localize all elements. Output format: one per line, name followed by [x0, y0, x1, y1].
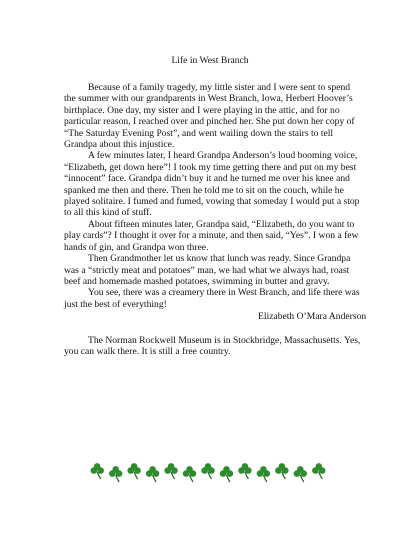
author-signature: Elizabeth O’Mara Anderson	[258, 311, 367, 322]
shamrock-icon	[312, 463, 325, 479]
document-title: Life in West Branch	[171, 55, 249, 66]
shamrock-icon	[146, 466, 159, 482]
story-body	[64, 82, 364, 310]
shamrock-border	[88, 459, 328, 485]
shamrock-icon	[127, 463, 140, 479]
shamrock-icon	[257, 466, 270, 482]
shamrock-icon	[201, 463, 214, 479]
shamrock-icon	[220, 466, 233, 482]
shamrock-icon	[238, 463, 251, 479]
shamrock-icon	[294, 466, 307, 482]
paragraph-5: You see, there was a creamery there in West Branch, and life there was just the best of everything!	[64, 287, 360, 310]
shamrock-icon	[109, 466, 122, 482]
paragraph-4: Then Grandmother let us know that lunch was ready. Since Grandpa was a “strictly meat and potatoes” man, we had what we always had, roast beef and homemade mashed potatoes, swimming in butter and gravy.	[64, 253, 351, 287]
shamrock-icon	[91, 463, 104, 479]
shamrock-icon	[164, 463, 177, 479]
closing-paragraph: The Norman Rockwell Museum is in Stockbridge, Massachusetts. Yes, you can walk there. It is still a free country.	[64, 335, 361, 358]
paragraph-1: Because of a family tragedy, my little sister and I were sent to spend the summer with our grandparents in West Branch, Iowa, Herbert Hoover’s birthplace. One day, my sister and I were playing in the attic, and for no particular reason, I reached over and pinched her. She put down her copy of “The Saturday Evening Post”, and went wailing down the stairs to tell Grandpa about this injustice.	[64, 82, 355, 151]
shamrock-icon	[275, 463, 288, 479]
paragraph-3: About fifteen minutes later, Grandpa said, “Elizabeth, do you want to play cards”? I thought it over for a minute, and then said, “Yes”. I won a few hands of gin, and Grandpa won three.	[64, 218, 359, 253]
shamrock-icon	[183, 466, 196, 482]
paragraph-2: A few minutes later, I heard Grandpa Anderson’s loud booming voice, “Elizabeth, get down here”! I took my time getting there and put on my best “innocent” face. Grandpa didn’t buy it and he turned me over his knee and spanked me then and there. Then he told me to sit on the couch, while he played solitaire. I fumed and fumed, vowing that someday I would put a stop to all this kind of stuff.	[64, 150, 360, 219]
closing-note	[64, 335, 364, 358]
